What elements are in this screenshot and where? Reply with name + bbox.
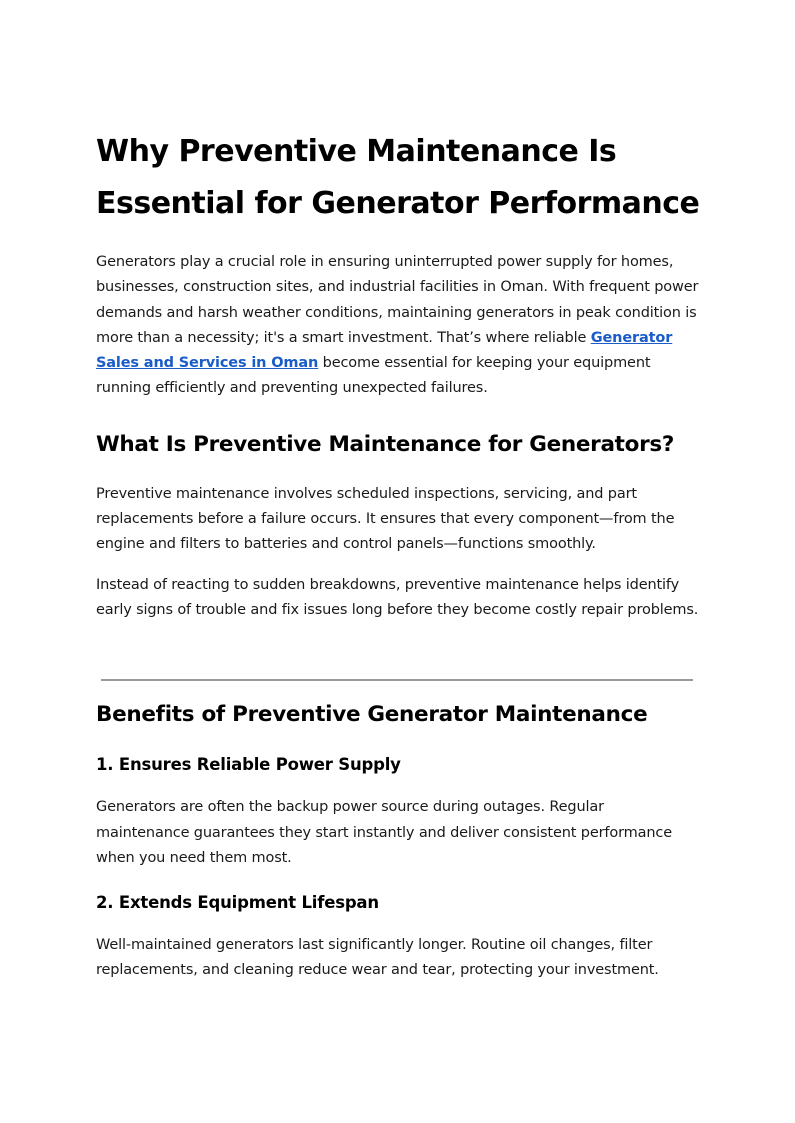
benefit-heading-2: 2. Extends Equipment Lifespan xyxy=(96,893,379,913)
section1-paragraph-2: Instead of reacting to sudden breakdowns, preventive maintenance helps identify early signs of trouble and fix issues long before they become costly repair problems. xyxy=(96,576,699,618)
benefit-text-1: Generators are often the backup power source during outages. Regular maintenance guarantees they start instantly and deliver consistent performance when you need them most. xyxy=(96,799,672,866)
intro-text-before: Generators play a crucial role in ensuring uninterrupted power supply for homes, businesses, construction sites, and industrial facilities in Oman. With frequent power demands and harsh weather conditions, maintaining generators in peak condition is more than a necessity; it's a smart investment. That’s where reliable xyxy=(96,254,699,346)
intro-text-after: become essential for keeping your equipment running efficiently and preventing unexpected failures. xyxy=(96,355,651,397)
section-divider xyxy=(101,679,693,681)
section1-paragraph-1: Preventive maintenance involves scheduled inspections, servicing, and part replacements before a failure occurs. It ensures that every component—from the engine and filters to batteries and control panels—functions smoothly. xyxy=(96,485,675,553)
intro-paragraph xyxy=(96,250,700,402)
benefit-heading-1: 1. Ensures Reliable Power Supply xyxy=(96,755,401,775)
benefit-text-2: Well-maintained generators last significantly longer. Routine oil changes, filter replacements, and cleaning reduce wear and tear, protecting your investment. xyxy=(96,937,659,979)
section-heading-benefits: Benefits of Preventive Generator Maintenance xyxy=(96,702,648,728)
generator-services-link[interactable]: Generator Sales and Services in Oman xyxy=(96,329,673,372)
section-heading-what-is: What Is Preventive Maintenance for Generators? xyxy=(96,431,675,457)
document-page xyxy=(96,126,700,984)
page-title: Why Preventive Maintenance Is Essential for Generator Performance xyxy=(96,134,700,221)
